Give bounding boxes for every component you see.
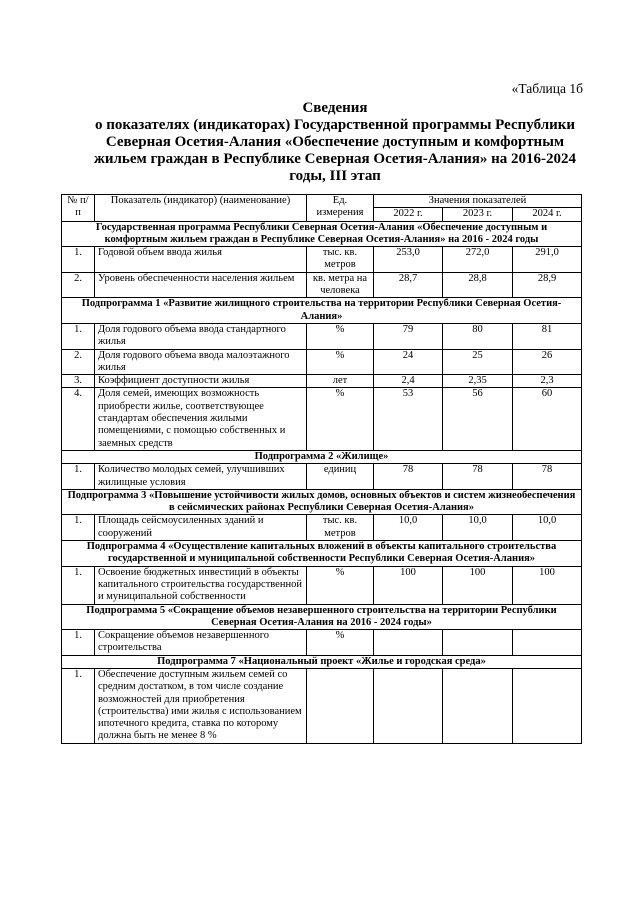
row-indicator: Доля годового объема ввода стандартного жилья (95, 323, 307, 349)
section-title: Подпрограмма 5 «Сокращение объемов незавершенного строительства на территории Республики Северная Осетия-Алания на 2016 - 2024 годы» (62, 604, 582, 630)
row-indicator: Освоение бюджетных инвестиций в объекты капитального строительства государственной и муниципальной собственности (95, 566, 307, 604)
header-year: 2023 г. (443, 208, 513, 221)
table-row (62, 323, 582, 349)
row-value-2023: 78 (443, 464, 513, 490)
row-number: 1. (62, 630, 95, 656)
row-value-2022: 253,0 (374, 247, 443, 273)
row-value-2023 (443, 668, 513, 743)
row-value-2024: 10,0 (513, 515, 582, 541)
row-indicator: Коэффициент доступности жилья (95, 375, 307, 388)
row-value-2022: 10,0 (374, 515, 443, 541)
row-unit: % (307, 323, 374, 349)
row-unit: % (307, 630, 374, 656)
row-indicator: Годовой объем ввода жилья (95, 247, 307, 273)
table-row (62, 388, 582, 450)
row-value-2024: 100 (513, 566, 582, 604)
row-number: 2. (62, 272, 95, 298)
row-unit: тыс. кв. метров (307, 515, 374, 541)
table-row (62, 375, 582, 388)
section-title: Подпрограмма 3 «Повышение устойчивости жилых домов, основных объектов и систем жизнеобеспечения в сейсмических районах Республики Северная Осетия-Алания» (62, 489, 582, 515)
row-value-2024: 26 (513, 349, 582, 375)
section-header-row (62, 655, 582, 668)
title-line: жильем граждан в Республике Северная Осетия-Алания» на 2016-2024 (94, 151, 576, 167)
row-unit: лет (307, 375, 374, 388)
title-line: годы, III этап (289, 168, 381, 184)
row-value-2023: 28,8 (443, 272, 513, 298)
row-value-2023: 80 (443, 323, 513, 349)
row-value-2022: 78 (374, 464, 443, 490)
row-number: 1. (62, 566, 95, 604)
row-value-2024: 78 (513, 464, 582, 490)
row-value-2023: 56 (443, 388, 513, 450)
table-row (62, 566, 582, 604)
row-value-2022: 28,7 (374, 272, 443, 298)
header-year: 2022 г. (374, 208, 443, 221)
header-indicator: Показатель (индикатор) (наименование) (95, 195, 307, 222)
row-unit: единиц (307, 464, 374, 490)
row-value-2024: 60 (513, 388, 582, 450)
indicators-table (61, 194, 582, 744)
row-value-2023: 100 (443, 566, 513, 604)
table-header-row (62, 195, 582, 208)
section-title: Подпрограмма 1 «Развитие жилищного строительства на территории Республики Северная Осетия-Алания» (62, 298, 582, 324)
section-header-row (62, 450, 582, 463)
section-header-row (62, 489, 582, 515)
row-indicator: Количество молодых семей, улучшивших жилищные условия (95, 464, 307, 490)
row-value-2024 (513, 668, 582, 743)
row-indicator: Уровень обеспеченности населения жильем (95, 272, 307, 298)
table-row (62, 464, 582, 490)
section-header-row (62, 221, 582, 247)
row-value-2022 (374, 630, 443, 656)
table-row (62, 349, 582, 375)
row-number: 1. (62, 323, 95, 349)
row-value-2023: 10,0 (443, 515, 513, 541)
row-unit: тыс. кв. метров (307, 247, 374, 273)
row-value-2022 (374, 668, 443, 743)
row-indicator: Обеспечение доступным жильем семей со средним достатком, в том числе создание возможностей для приобретения (строительства) ими жилья с использованием ипотечного кредита, ставка по которому должна быть не менее 8 % (95, 668, 307, 743)
table-row (62, 272, 582, 298)
row-unit: % (307, 388, 374, 450)
row-value-2023: 25 (443, 349, 513, 375)
document-title (85, 100, 585, 185)
header-unit: Ед. измерения (307, 195, 374, 222)
section-title: Государственная программа Республики Северная Осетия-Алания «Обеспечение доступным и комфортным жильем граждан в Республике Северная Осетия-Алания» на 2016 - 2024 годы (62, 221, 582, 247)
row-indicator: Доля годового объема ввода малоэтажного жилья (95, 349, 307, 375)
table-row (62, 668, 582, 743)
header-num: № п/п (62, 195, 95, 222)
row-number: 1. (62, 464, 95, 490)
row-number: 1. (62, 668, 95, 743)
header-values: Значения показателей (374, 195, 582, 208)
row-number: 4. (62, 388, 95, 450)
row-value-2024: 2,3 (513, 375, 582, 388)
row-value-2022: 2,4 (374, 375, 443, 388)
row-value-2024 (513, 630, 582, 656)
section-title: Подпрограмма 2 «Жилище» (62, 450, 582, 463)
row-value-2022: 24 (374, 349, 443, 375)
row-value-2022: 100 (374, 566, 443, 604)
row-indicator: Площадь сейсмоусиленных зданий и сооружений (95, 515, 307, 541)
section-header-row (62, 298, 582, 324)
row-unit: % (307, 566, 374, 604)
row-number: 1. (62, 247, 95, 273)
title-line: Северная Осетия-Алания «Обеспечение доступным и комфортным (105, 134, 565, 150)
row-value-2023 (443, 630, 513, 656)
title-line: о показателях (индикаторах) Государственной программы Республики (94, 117, 576, 133)
section-header-row (62, 604, 582, 630)
row-number: 1. (62, 515, 95, 541)
row-number: 2. (62, 349, 95, 375)
row-indicator: Сокращение объемов незавершенного строительства (95, 630, 307, 656)
row-value-2022: 79 (374, 323, 443, 349)
row-value-2024: 28,9 (513, 272, 582, 298)
row-indicator: Доля семей, имеющих возможность приобрести жилье, соответствующее стандартам обеспечения жилыми помещениями, с помощью собственных и заемных средств (95, 388, 307, 450)
table-row (62, 247, 582, 273)
row-value-2024: 81 (513, 323, 582, 349)
section-title: Подпрограмма 7 «Национальный проект «Жилье и городская среда» (62, 655, 582, 668)
table-row (62, 515, 582, 541)
header-year: 2024 г. (513, 208, 582, 221)
section-header-row (62, 541, 582, 567)
row-value-2023: 272,0 (443, 247, 513, 273)
row-value-2023: 2,35 (443, 375, 513, 388)
row-unit: кв. метра на человека (307, 272, 374, 298)
table-row (62, 630, 582, 656)
row-value-2024: 291,0 (513, 247, 582, 273)
row-number: 3. (62, 375, 95, 388)
row-unit (307, 668, 374, 743)
row-unit: % (307, 349, 374, 375)
title-line: Сведения (302, 100, 368, 116)
row-value-2022: 53 (374, 388, 443, 450)
section-title: Подпрограмма 4 «Осуществление капитальных вложений в объекты капитального строительства государственной и муниципальной собственности Республики Северная Осетия-Алания» (62, 541, 582, 567)
table-number-label: «Таблица 1б (511, 81, 583, 96)
